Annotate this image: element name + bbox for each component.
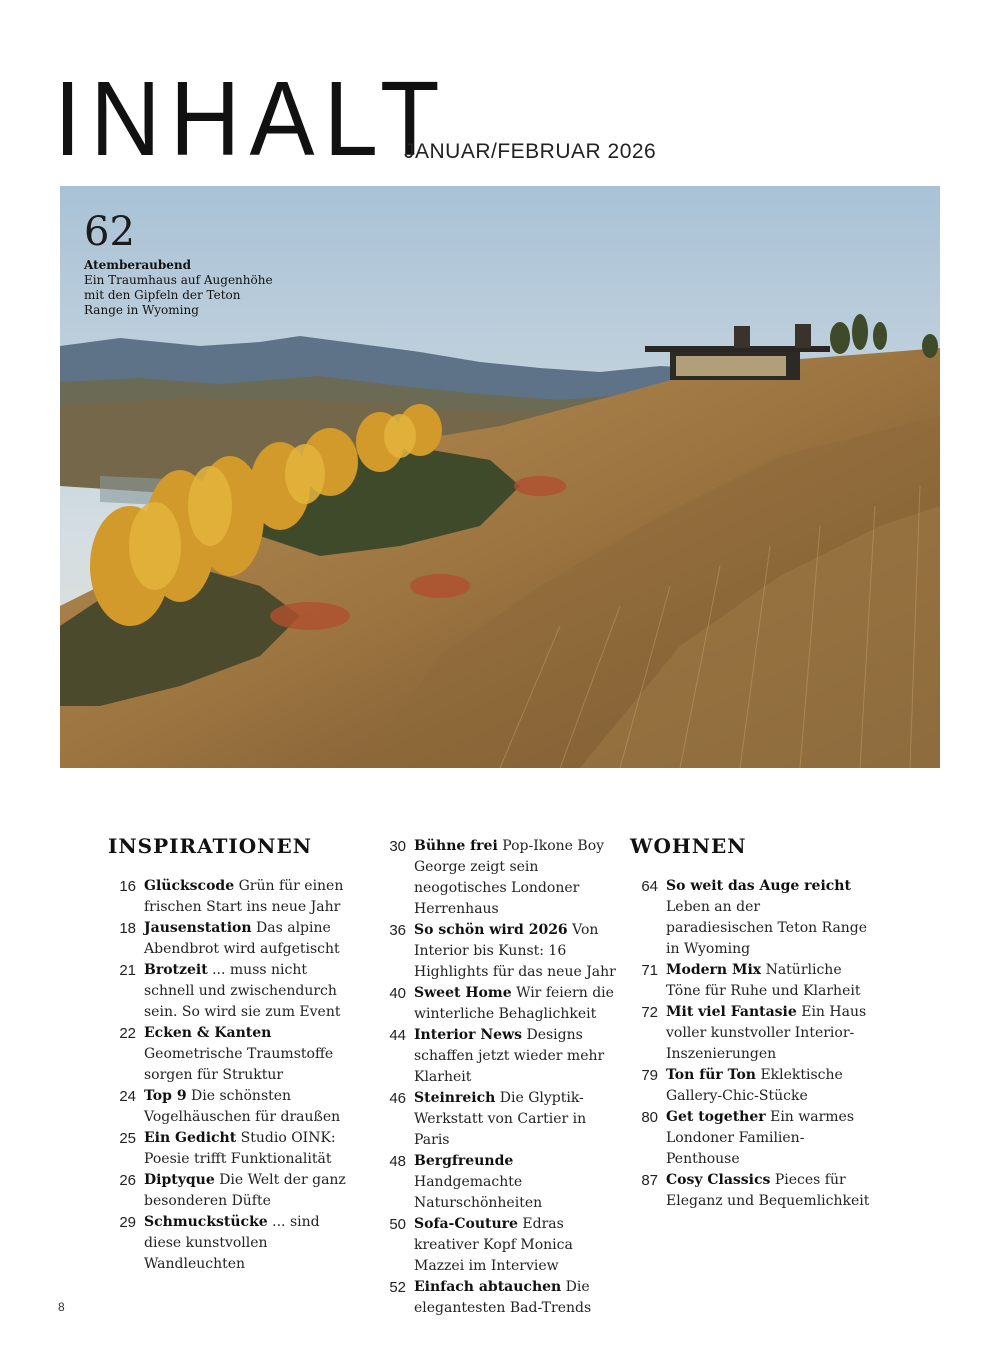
toc-entry[interactable]	[378, 1277, 618, 1319]
toc-column-wohnen	[630, 834, 870, 1212]
toc-entry[interactable]	[630, 1170, 870, 1212]
toc-entry-text	[666, 1107, 870, 1170]
toc-entry[interactable]	[630, 1107, 870, 1170]
toc-entry-text	[414, 1151, 618, 1214]
toc-entry-text	[666, 876, 870, 960]
toc-entry[interactable]	[378, 983, 618, 1025]
toc-entry-page: 87	[641, 1172, 658, 1189]
toc-entry-text	[144, 1170, 348, 1212]
toc-entry-headline: So weit das Auge reicht	[666, 878, 851, 894]
toc-entry[interactable]	[378, 836, 618, 920]
toc-entry-headline: Ein Gedicht	[144, 1130, 237, 1146]
page-number: 8	[58, 1300, 65, 1314]
toc-entry-text	[414, 1025, 618, 1088]
toc-entry-text	[666, 1065, 870, 1107]
toc-entry-description: Ein warmes Londoner Familien-Penthouse	[666, 1109, 855, 1167]
toc-entry-headline: Einfach abtauchen	[414, 1279, 562, 1295]
hero-photo	[60, 186, 940, 768]
toc-entry-headline: Ecken & Kanten	[144, 1025, 272, 1041]
toc-entry-page: 52	[389, 1279, 406, 1296]
toc-entry-page: 18	[119, 920, 136, 937]
toc-entry-headline: Mit viel Fantasie	[666, 1004, 797, 1020]
toc-entry-description: Leben an der paradiesischen Teton Range in Wyoming	[666, 899, 868, 957]
toc-entry[interactable]	[108, 1212, 348, 1275]
toc-entry[interactable]	[630, 876, 870, 960]
toc-entry-description: Ein Haus voller kunstvoller Interior-Inszenierungen	[666, 1004, 867, 1062]
toc-entry-headline: Ton für Ton	[666, 1067, 756, 1083]
toc-entry-description: Pieces für Eleganz und Bequemlichkeit	[666, 1172, 870, 1209]
toc-column-inspirationen	[108, 834, 348, 1275]
toc-entry-headline: Bergfreunde	[414, 1153, 514, 1169]
toc-entry[interactable]	[378, 1025, 618, 1088]
section-heading-inspirationen: INSPIRATIONEN	[108, 834, 312, 858]
toc-entry[interactable]	[630, 960, 870, 1002]
toc-entry-description: Handgemachte Naturschönheiten	[414, 1174, 543, 1211]
toc-entry-description: Edras kreativer Kopf Monica Mazzei im Interview	[414, 1216, 573, 1274]
toc-entry-text	[414, 1214, 618, 1277]
toc-entry[interactable]	[378, 920, 618, 983]
toc-entry-headline: Bühne frei	[414, 838, 498, 854]
toc-entry-text	[666, 1170, 870, 1212]
toc-entry-headline: Interior News	[414, 1027, 523, 1043]
page-title: INHALT	[54, 60, 449, 178]
toc-entry[interactable]	[630, 1002, 870, 1065]
toc-entry-text	[414, 1277, 618, 1319]
toc-entry-page: 64	[641, 878, 658, 895]
toc-entry[interactable]	[108, 960, 348, 1023]
toc-entry-description: Geometrische Traumstoffe sorgen für Struktur	[144, 1046, 334, 1083]
toc-entry[interactable]	[108, 918, 348, 960]
issue-date: JANUAR/FEBRUAR 2026	[404, 140, 657, 163]
toc-entry-text	[414, 836, 618, 920]
toc-entry-page: 30	[389, 838, 406, 855]
toc-entry-text	[144, 1086, 348, 1128]
toc-entry-description: Die Welt der ganz besonderen Düfte	[144, 1172, 346, 1209]
toc-entry-page: 29	[119, 1214, 136, 1231]
toc-entry-page: 16	[119, 878, 136, 895]
toc-entry-text	[144, 876, 348, 918]
toc-entry-headline: Modern Mix	[666, 962, 762, 978]
toc-entry-text	[666, 1002, 870, 1065]
toc-entry-description: Studio OINK: Poesie trifft Funktionalität	[144, 1130, 336, 1167]
toc-entry-page: 36	[389, 922, 406, 939]
toc-entry-page: 72	[641, 1004, 658, 1021]
toc-entry-text	[414, 1088, 618, 1151]
feature-teaser[interactable]	[84, 209, 274, 318]
toc-entry-description: ... muss nicht schnell und zwischendurch sein. So wird sie zum Event	[144, 962, 341, 1020]
toc-entry-page: 71	[641, 962, 658, 979]
toc-entry[interactable]	[108, 1170, 348, 1212]
toc-entry-headline: Schmuckstücke	[144, 1214, 268, 1230]
toc-entry-description: Die elegantesten Bad-Trends	[414, 1279, 592, 1316]
toc-entry-page: 46	[389, 1090, 406, 1107]
toc-entry-page: 22	[119, 1025, 136, 1042]
feature-description: Ein Traumhaus auf Augenhöhe mit den Gipfeln der Teton Range in Wyoming	[84, 273, 273, 317]
toc-entry-page: 40	[389, 985, 406, 1002]
toc-entry-description: Wir feiern die winterliche Behaglichkeit	[414, 985, 614, 1022]
toc-entry-description: Von Interior bis Kunst: 16 Highlights für das neue Jahr	[414, 922, 616, 980]
toc-entry-headline: Sofa-Couture	[414, 1216, 518, 1232]
toc-entry-headline: Diptyque	[144, 1172, 215, 1188]
toc-entry-headline: Jausenstation	[144, 920, 252, 936]
toc-entry-headline: Sweet Home	[414, 985, 512, 1001]
toc-entry[interactable]	[378, 1214, 618, 1277]
toc-entry-headline: Top 9	[144, 1088, 187, 1104]
toc-entry-headline: So schön wird 2026	[414, 922, 568, 938]
toc-entry-text	[414, 983, 618, 1025]
section-heading-wohnen: WOHNEN	[630, 834, 747, 858]
toc-entry[interactable]	[378, 1151, 618, 1214]
toc-entry-headline: Cosy Classics	[666, 1172, 771, 1188]
toc-entry-headline: Get together	[666, 1109, 766, 1125]
toc-entry[interactable]	[378, 1088, 618, 1151]
toc-column-inspirationen-continued	[378, 836, 618, 1319]
toc-entry-page: 21	[119, 962, 136, 979]
toc-entry-text	[144, 960, 348, 1023]
toc-entry-description: Das alpine Abendbrot wird aufgetischt	[144, 920, 340, 957]
toc-entry-page: 48	[389, 1153, 406, 1170]
toc-entry-headline: Brotzeit	[144, 962, 208, 978]
toc-entry-page: 26	[119, 1172, 136, 1189]
toc-entry[interactable]	[630, 1065, 870, 1107]
toc-entry-description: Natürliche Töne für Ruhe und Klarheit	[666, 962, 861, 999]
toc-entry-page: 50	[389, 1216, 406, 1233]
toc-entry-description: Eklektische Gallery-Chic-Stücke	[666, 1067, 843, 1104]
toc-entry-page: 24	[119, 1088, 136, 1105]
toc-entry-headline: Steinreich	[414, 1090, 496, 1106]
toc-entry-text	[144, 1212, 348, 1275]
toc-entry[interactable]	[108, 1086, 348, 1128]
feature-headline: Atemberaubend	[84, 258, 191, 272]
toc-entry-description: Die Glyptik-Werkstatt von Cartier in Paris	[414, 1090, 587, 1148]
toc-entry-page: 79	[641, 1067, 658, 1084]
toc-entry-description: Grün für einen frischen Start ins neue Jahr	[144, 878, 344, 915]
toc-entry-text	[144, 1023, 348, 1086]
toc-entry-page: 44	[389, 1027, 406, 1044]
toc-entry-text	[144, 918, 348, 960]
feature-page-number: 62	[84, 209, 135, 255]
toc-entry-description: Designs schaffen jetzt wieder mehr Klarheit	[414, 1027, 605, 1085]
toc-entry-description: ... sind diese kunstvollen Wandleuchten	[144, 1214, 320, 1272]
toc-entry-text	[666, 960, 870, 1002]
toc-entry-text	[414, 920, 618, 983]
toc-entry-page: 25	[119, 1130, 136, 1147]
toc-entry-description: Pop-Ikone Boy George zeigt sein neogotisches Londoner Herrenhaus	[414, 838, 605, 917]
toc-entry-description: Die schönsten Vogelhäuschen für draußen	[144, 1088, 341, 1125]
toc-entry-text	[144, 1128, 348, 1170]
toc-entry-headline: Glückscode	[144, 878, 235, 894]
toc-entry-page: 80	[641, 1109, 658, 1126]
toc-entry[interactable]	[108, 1023, 348, 1086]
toc-entry[interactable]	[108, 1128, 348, 1170]
toc-entry[interactable]	[108, 876, 348, 918]
